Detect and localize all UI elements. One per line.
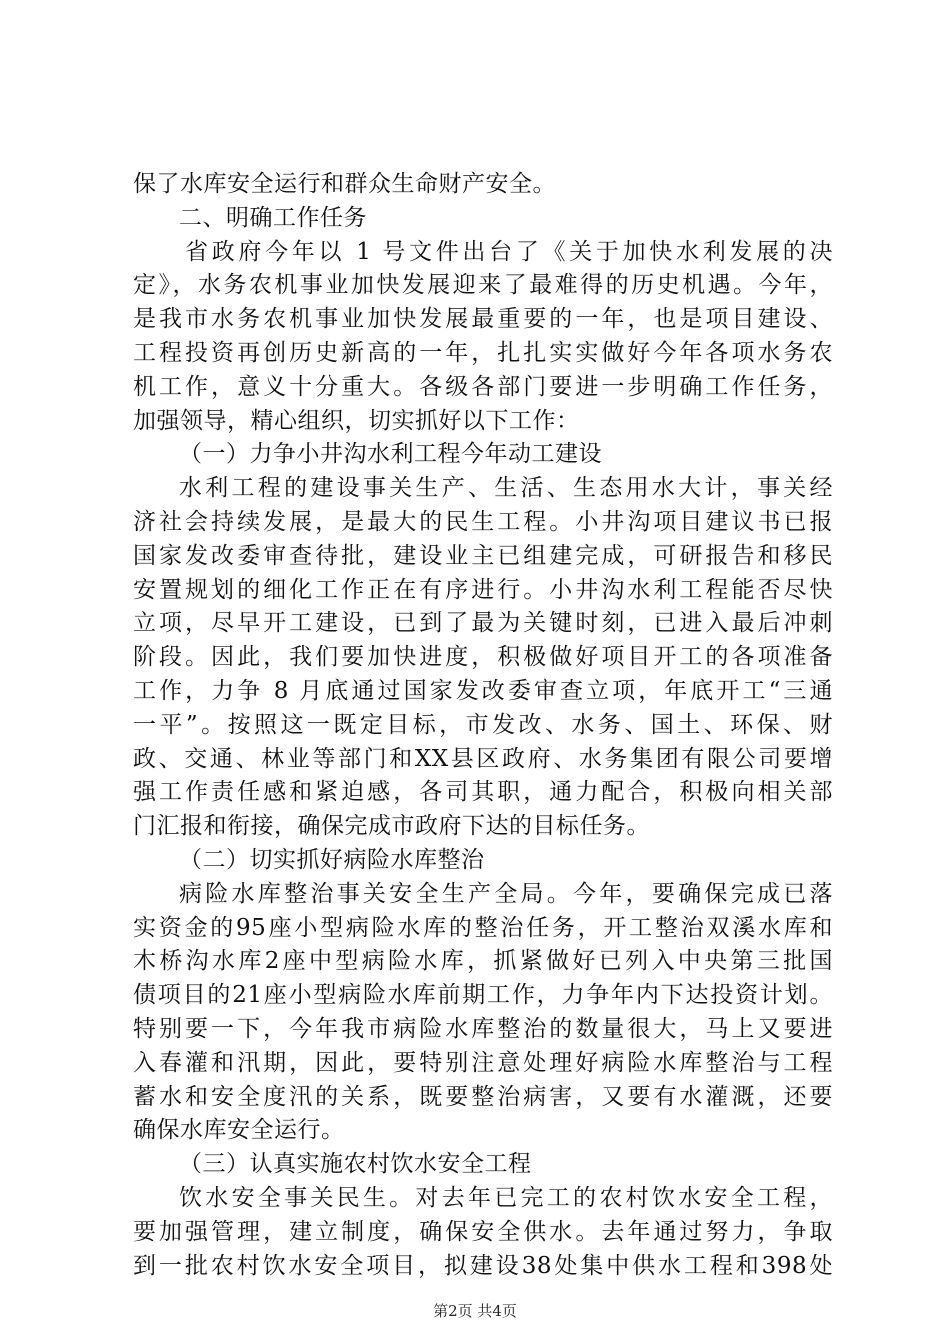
- text-line-33: 到一批农村饮水安全项目，拟建设38处集中供水工程和398处: [133, 1252, 833, 1279]
- text-line-11: 济社会持续发展，是最大的民生工程。小井沟项目建议书已报: [133, 508, 833, 535]
- text-line-28: 蓄水和安全度汛的关系，既要整治病害，又要有水灌溉，还要: [133, 1083, 833, 1110]
- text-line-20: 门汇报和衔接，确保完成市政府下达的目标任务。: [133, 813, 650, 840]
- text-line-29: 确保水库安全运行。: [133, 1117, 345, 1144]
- text-line-24: 木桥沟水库2座中型病险水库，抓紧做好已列入中央第三批国: [133, 948, 833, 975]
- subsection-heading-3: （三）认真实施农村饮水安全工程: [179, 1151, 532, 1178]
- text-line-5: 是我市水务农机事业加快发展最重要的一年，也是项目建设、: [133, 306, 833, 333]
- text-line-8: 加强领导，精心组织，切实抓好以下工作：: [133, 407, 580, 434]
- text-line-13: 安置规划的细化工作正在有序进行。小井沟水利工程能否尽快: [133, 576, 833, 603]
- text-line-23: 实资金的95座小型病险水库的整治任务，开工整治双溪水库和: [133, 914, 833, 941]
- text-line-6: 工程投资再创历史新高的一年，扎扎实实做好今年各项水务农: [133, 339, 833, 366]
- text-line-14: 立项，尽早开工建设，已到了最为关键时刻，已进入最后冲刺: [133, 610, 833, 637]
- section-heading-2: 二、明确工作任务: [179, 204, 367, 231]
- subsection-heading-2: （二）切实抓好病险水库整治: [179, 846, 485, 873]
- text-line-12: 国家发改委审查待批，建设业主已组建完成，可研报告和移民: [133, 542, 833, 569]
- text-line-16: 工作，力争 8 月底通过国家发改委审查立项，年底开工“三通: [133, 677, 833, 704]
- text-line-17: 一平”。按照这一既定目标，市发改、水务、国土、环保、财: [133, 711, 833, 738]
- text-line-3: 省政府今年以 1 号文件出台了《关于加快水利发展的决: [185, 238, 833, 265]
- text-line-31: 饮水安全事关民生。对去年已完工的农村饮水安全工程，: [179, 1184, 833, 1211]
- subsection-heading-1: （一）力争小井沟水利工程今年动工建设: [179, 441, 602, 468]
- text-line-22: 病险水库整治事关安全生产全局。今年，要确保完成已落: [179, 880, 833, 907]
- text-line-10: 水利工程的建设事关生产、生活、生态用水大计，事关经: [179, 475, 833, 502]
- text-line-7: 机工作，意义十分重大。各级各部门要进一步明确工作任务，: [133, 373, 833, 400]
- page-footer: 第2页 共4页: [433, 1302, 517, 1320]
- text-line-26: 特别要一下，今年我市病险水库整治的数量很大，马上又要进: [133, 1015, 833, 1042]
- text-line-27: 入春灌和汛期，因此，要特别注意处理好病险水库整治与工程: [133, 1049, 833, 1076]
- document-body: [133, 168, 833, 1283]
- text-line-18: 政、交通、林业等部门和XX县区政府、水务集团有限公司要增: [133, 745, 833, 772]
- text-line-4: 定》，水务农机事业加快发展迎来了最难得的历史机遇。今年，: [133, 272, 833, 299]
- text-line-1: 保了水库安全运行和群众生命财产安全。: [133, 171, 556, 197]
- text-line-15: 阶段。因此，我们要加快进度，积极做好项目开工的各项准备: [133, 644, 833, 671]
- text-line-32: 要加强管理，建立制度，确保安全供水。去年通过努力，争取: [133, 1218, 833, 1245]
- text-line-25: 债项目的21座小型病险水库前期工作，力争年内下达投资计划。: [133, 982, 833, 1009]
- text-line-19: 强工作责任感和紧迫感，各司其职，通力配合，积极向相关部: [133, 779, 833, 806]
